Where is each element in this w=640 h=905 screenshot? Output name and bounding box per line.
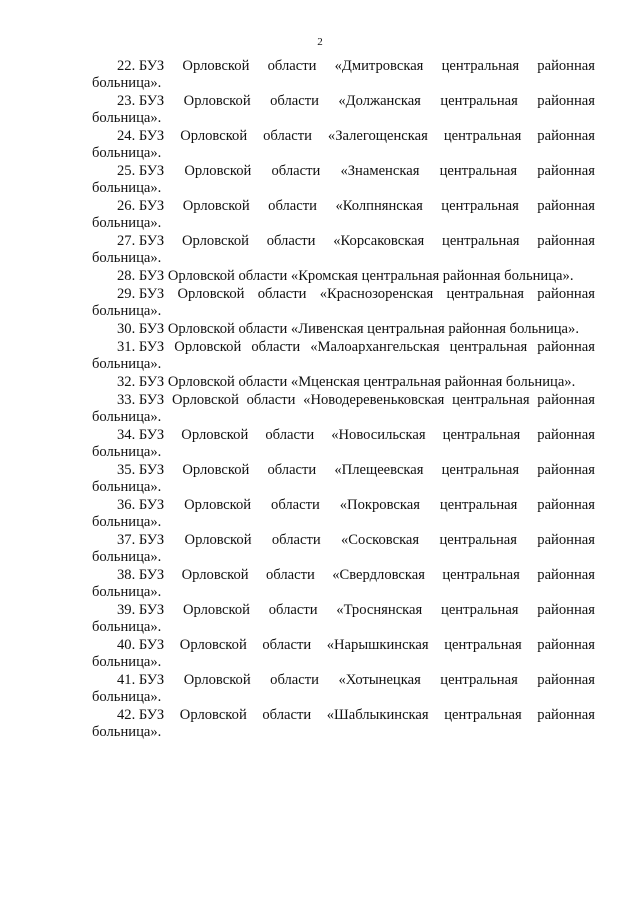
item-word: центральная — [441, 58, 520, 74]
item-word: районная — [537, 532, 595, 548]
item-first-line — [117, 392, 595, 409]
item-word: «Дмитровская — [334, 58, 424, 74]
item-word: центральная — [442, 567, 520, 583]
item-first-line — [117, 602, 595, 619]
item-word: центральная — [441, 602, 519, 618]
list-item — [92, 462, 595, 496]
item-first-line — [117, 567, 595, 584]
list-item — [92, 233, 595, 267]
item-word: «Малоархангельская — [310, 339, 440, 355]
item-continuation: больница». — [92, 250, 162, 266]
item-word: центральная — [444, 707, 522, 723]
item-number: 34. БУЗ — [117, 427, 165, 443]
item-word: районная — [537, 707, 595, 723]
item-continuation: больница». — [92, 584, 162, 600]
list-item — [92, 58, 595, 92]
item-word: районная — [537, 339, 595, 355]
item-first-line — [117, 427, 595, 444]
item-word: области — [271, 532, 321, 548]
item-word: «Новодеревеньковская — [303, 392, 445, 408]
item-word: центральная — [441, 462, 520, 478]
item-word: «Знаменская — [340, 163, 420, 179]
item-continuation: больница». — [92, 110, 162, 126]
list-item: 30. БУЗ Орловской области «Ливенская центральная районная больница». — [117, 321, 579, 337]
item-word: «Плещеевская — [334, 462, 424, 478]
item-continuation: больница». — [92, 303, 162, 319]
list-item — [92, 339, 595, 373]
list-item — [92, 163, 595, 197]
item-word: области — [270, 672, 319, 688]
item-word: области — [263, 128, 312, 144]
item-first-line — [117, 532, 595, 549]
item-word: Орловской — [182, 198, 250, 214]
item-number: 33. БУЗ — [117, 392, 165, 408]
item-number: 22. БУЗ — [117, 58, 165, 74]
item-first-line — [117, 637, 595, 654]
item-number: 39. БУЗ — [117, 602, 165, 618]
item-number: 29. БУЗ — [117, 286, 165, 302]
item-continuation: больница». — [92, 654, 162, 670]
item-word: районная — [537, 637, 595, 653]
item-word: «Залегощенская — [327, 128, 428, 144]
item-word: области — [267, 462, 317, 478]
item-number: 36. БУЗ — [117, 497, 165, 513]
item-word: «Должанская — [338, 93, 421, 109]
list-item — [92, 198, 595, 232]
item-word: центральная — [443, 128, 522, 144]
item-word: Орловской — [179, 707, 247, 723]
item-word: районная — [537, 286, 595, 302]
item-word: «Сосковская — [340, 532, 420, 548]
item-number: 41. БУЗ — [117, 672, 165, 688]
item-word: Орловской — [184, 497, 252, 513]
item-first-line — [117, 93, 595, 110]
item-word: области — [268, 198, 317, 214]
item-word: «Корсаковская — [333, 233, 425, 249]
item-word: центральная — [452, 392, 530, 408]
item-word: области — [262, 637, 312, 653]
item-number: 42. БУЗ — [117, 707, 165, 723]
list-item — [92, 602, 595, 636]
item-word: Орловской — [179, 637, 247, 653]
list-item — [92, 567, 595, 601]
item-word: области — [251, 339, 301, 355]
item-word: центральная — [439, 163, 518, 179]
item-continuation: больница». — [92, 549, 162, 565]
item-word: районная — [537, 602, 595, 618]
item-word: Орловской — [182, 462, 250, 478]
item-first-line — [117, 58, 595, 75]
item-word: «Колпнянская — [335, 198, 423, 214]
item-continuation: больница». — [92, 75, 162, 91]
list-item — [92, 392, 595, 426]
item-number: 23. БУЗ — [117, 93, 165, 109]
item-continuation: больница». — [92, 356, 162, 372]
list-item — [92, 427, 595, 461]
item-word: области — [257, 286, 307, 302]
item-word: районная — [537, 497, 595, 513]
list-item — [92, 637, 595, 671]
item-word: районная — [537, 567, 595, 583]
item-word: Орловской — [181, 567, 249, 583]
list-item — [92, 128, 595, 162]
item-word: районная — [537, 672, 595, 688]
item-word: Орловской — [177, 286, 245, 302]
item-word: Орловской — [184, 163, 252, 179]
item-word: центральная — [442, 233, 520, 249]
item-first-line — [117, 707, 595, 724]
item-word: области — [267, 58, 317, 74]
item-word: «Хотынецкая — [338, 672, 421, 688]
item-word: Орловской — [180, 128, 248, 144]
item-number: 27. БУЗ — [117, 233, 165, 249]
item-continuation: больница». — [92, 145, 162, 161]
item-word: «Нарышкинская — [326, 637, 429, 653]
item-continuation: больница». — [92, 180, 162, 196]
item-word: районная — [537, 198, 595, 214]
item-word: «Шаблыкинская — [326, 707, 429, 723]
item-word: области — [271, 497, 320, 513]
item-word: центральная — [439, 497, 518, 513]
item-word: центральная — [444, 637, 522, 653]
item-continuation: больница». — [92, 479, 162, 495]
list-item — [92, 707, 595, 741]
item-word: Орловской — [174, 339, 242, 355]
item-word: Орловской — [171, 392, 239, 408]
item-word: районная — [537, 233, 595, 249]
item-number: 37. БУЗ — [117, 532, 165, 548]
item-word: Орловской — [183, 93, 251, 109]
item-word: «Краснозоренская — [319, 286, 434, 302]
item-number: 26. БУЗ — [117, 198, 165, 214]
item-number: 35. БУЗ — [117, 462, 165, 478]
item-continuation: больница». — [92, 514, 162, 530]
item-word: центральная — [441, 198, 519, 214]
item-word: области — [262, 707, 312, 723]
item-first-line — [117, 128, 595, 145]
item-word: Орловской — [181, 233, 249, 249]
item-first-line — [117, 462, 595, 479]
item-word: области — [268, 602, 318, 618]
item-number: 25. БУЗ — [117, 163, 165, 179]
item-word: области — [271, 163, 321, 179]
item-word: районная — [537, 163, 595, 179]
list-item — [92, 672, 595, 706]
item-word: центральная — [449, 339, 528, 355]
item-word: области — [266, 567, 315, 583]
list-item — [92, 497, 595, 531]
item-word: районная — [537, 392, 595, 408]
item-word: Орловской — [182, 58, 250, 74]
item-word: районная — [537, 128, 595, 144]
item-first-line — [117, 163, 595, 180]
item-word: Орловской — [182, 602, 250, 618]
item-word: «Свердловская — [332, 567, 425, 583]
list-item — [92, 286, 595, 320]
item-word: Орловской — [181, 427, 249, 443]
page-number: 2 — [317, 36, 323, 48]
item-first-line — [117, 286, 595, 303]
item-word: области — [265, 427, 315, 443]
hospital-list — [92, 58, 595, 742]
item-number: 31. БУЗ — [117, 339, 165, 355]
item-number: 40. БУЗ — [117, 637, 165, 653]
item-word: области — [270, 93, 319, 109]
item-word: центральная — [440, 672, 518, 688]
item-first-line — [117, 339, 595, 356]
item-number: 38. БУЗ — [117, 567, 165, 583]
item-word: центральная — [446, 286, 524, 302]
item-word: области — [246, 392, 296, 408]
item-continuation: больница». — [92, 619, 162, 635]
item-continuation: больница». — [92, 689, 162, 705]
list-item: 32. БУЗ Орловской области «Мценская центральная районная больница». — [117, 374, 576, 390]
item-word: «Покровская — [339, 497, 420, 513]
item-continuation: больница». — [92, 444, 162, 460]
item-continuation: больница». — [92, 724, 162, 740]
item-word: «Троснянская — [336, 602, 423, 618]
item-word: центральная — [440, 93, 518, 109]
item-number: 24. БУЗ — [117, 128, 165, 144]
item-word: Орловской — [184, 532, 252, 548]
item-word: центральная — [439, 532, 517, 548]
item-continuation: больница». — [92, 215, 162, 231]
list-item — [92, 93, 595, 127]
item-word: области — [266, 233, 316, 249]
item-word: районная — [537, 58, 595, 74]
item-word: районная — [537, 462, 595, 478]
item-first-line — [117, 672, 595, 689]
item-word: районная — [537, 93, 595, 109]
item-word: «Новосильская — [331, 427, 426, 443]
item-word: центральная — [442, 427, 521, 443]
item-first-line — [117, 198, 595, 215]
item-word: Орловской — [183, 672, 251, 688]
item-word: районная — [537, 427, 595, 443]
item-first-line — [117, 497, 595, 514]
list-item — [92, 532, 595, 566]
list-item: 28. БУЗ Орловской области «Кромская центральная районная больница». — [117, 268, 574, 284]
item-continuation: больница». — [92, 409, 162, 425]
item-first-line — [117, 233, 595, 250]
